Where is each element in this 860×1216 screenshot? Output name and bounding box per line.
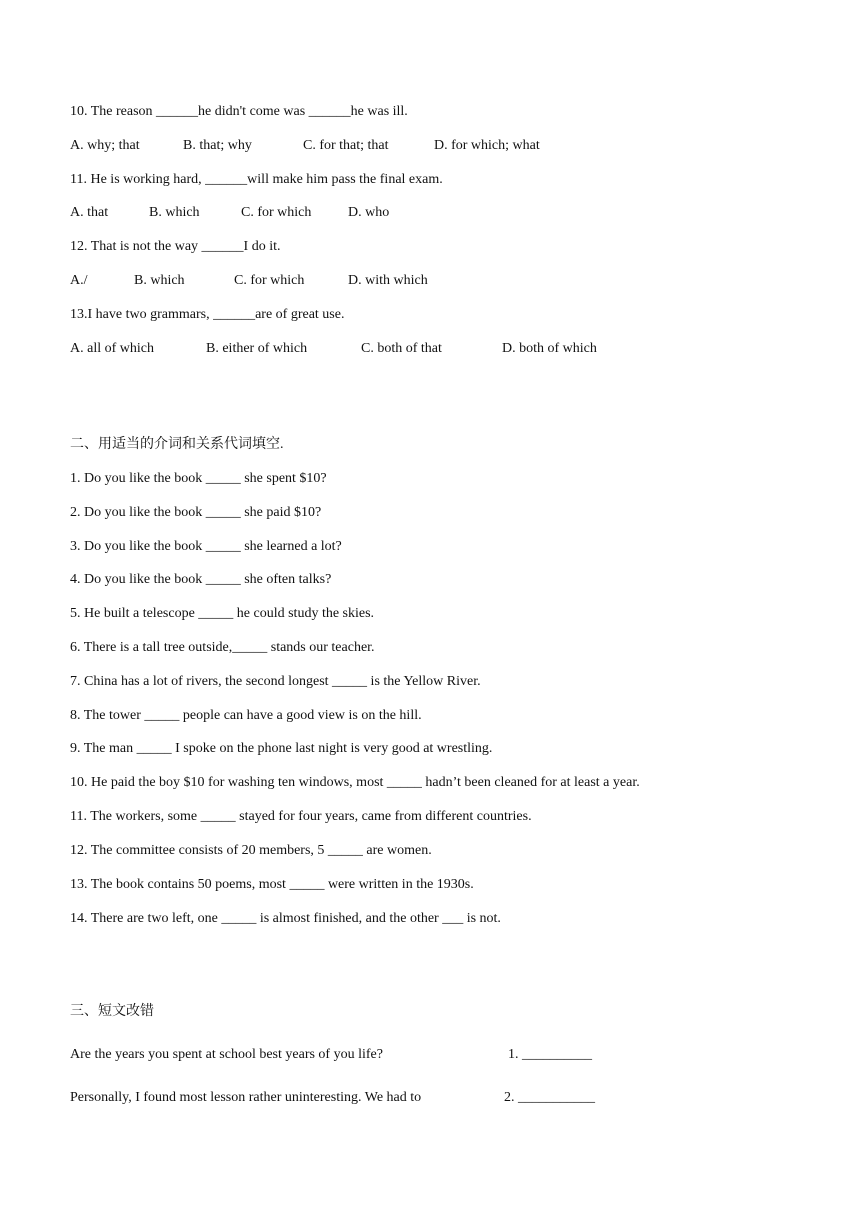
question-13-stem: 13.I have two grammars, ______are of great use. xyxy=(70,307,345,322)
question-12-option-b: B. which xyxy=(134,273,185,288)
question-11-option-a: A. that xyxy=(70,205,109,220)
fill-item-2: 2. Do you like the book _____ she paid $10? xyxy=(70,505,322,520)
correction-line-1: Are the years you spent at school best years of you life? xyxy=(70,1047,383,1062)
fill-item-7: 7. China has a lot of rivers, the second longest _____ is the Yellow River. xyxy=(70,674,481,689)
correction-blank-1: 1. __________ xyxy=(508,1047,592,1062)
fill-item-13: 13. The book contains 50 poems, most _____ were written in the 1930s. xyxy=(70,877,474,892)
correction-line-2: Personally, I found most lesson rather uninteresting. We had to xyxy=(70,1090,422,1105)
fill-item-10: 10. He paid the boy $10 for washing ten windows, most _____ hadn’t been cleaned for at least a year. xyxy=(70,775,640,790)
question-10-option-d: D. for which; what xyxy=(434,138,540,153)
correction-blank-2: 2. ___________ xyxy=(504,1090,595,1105)
question-11-option-d: D. who xyxy=(348,205,390,220)
question-10-option-b: B. that; why xyxy=(183,138,252,153)
fill-item-8: 8. The tower _____ people can have a good view is on the hill. xyxy=(70,708,422,723)
question-13-option-c: C. both of that xyxy=(361,341,442,356)
question-10-option-c: C. for that; that xyxy=(303,138,389,153)
fill-item-14: 14. There are two left, one _____ is almost finished, and the other ___ is not. xyxy=(70,911,501,926)
section-2-heading: 二、用适当的介词和关系代词填空. xyxy=(70,437,284,452)
question-13-option-a: A. all of which xyxy=(70,341,154,356)
fill-item-11: 11. The workers, some _____ stayed for four years, came from different countries. xyxy=(70,809,532,824)
question-13-option-d: D. both of which xyxy=(502,341,597,356)
question-11-stem: 11. He is working hard, ______will make him pass the final exam. xyxy=(70,172,443,187)
question-13-option-b: B. either of which xyxy=(206,341,308,356)
question-11-option-b: B. which xyxy=(149,205,200,220)
section-3-heading: 三、短文改错 xyxy=(70,1004,154,1019)
fill-item-1: 1. Do you like the book _____ she spent $10? xyxy=(70,471,327,486)
fill-item-12: 12. The committee consists of 20 members, 5 _____ are women. xyxy=(70,843,432,858)
fill-item-4: 4. Do you like the book _____ she often talks? xyxy=(70,572,332,587)
question-12-option-d: D. with which xyxy=(348,273,428,288)
fill-item-9: 9. The man _____ I spoke on the phone last night is very good at wrestling. xyxy=(70,741,493,756)
question-12-stem: 12. That is not the way ______I do it. xyxy=(70,239,281,254)
question-10-option-a: A. why; that xyxy=(70,138,140,153)
fill-item-3: 3. Do you like the book _____ she learned a lot? xyxy=(70,539,342,554)
question-10-stem: 10. The reason ______he didn't come was ______he was ill. xyxy=(70,104,408,119)
question-12-option-c: C. for which xyxy=(234,273,305,288)
question-12-option-a: A./ xyxy=(70,273,88,288)
question-11-option-c: C. for which xyxy=(241,205,312,220)
fill-item-5: 5. He built a telescope _____ he could study the skies. xyxy=(70,606,375,621)
fill-item-6: 6. There is a tall tree outside,_____ stands our teacher. xyxy=(70,640,375,655)
